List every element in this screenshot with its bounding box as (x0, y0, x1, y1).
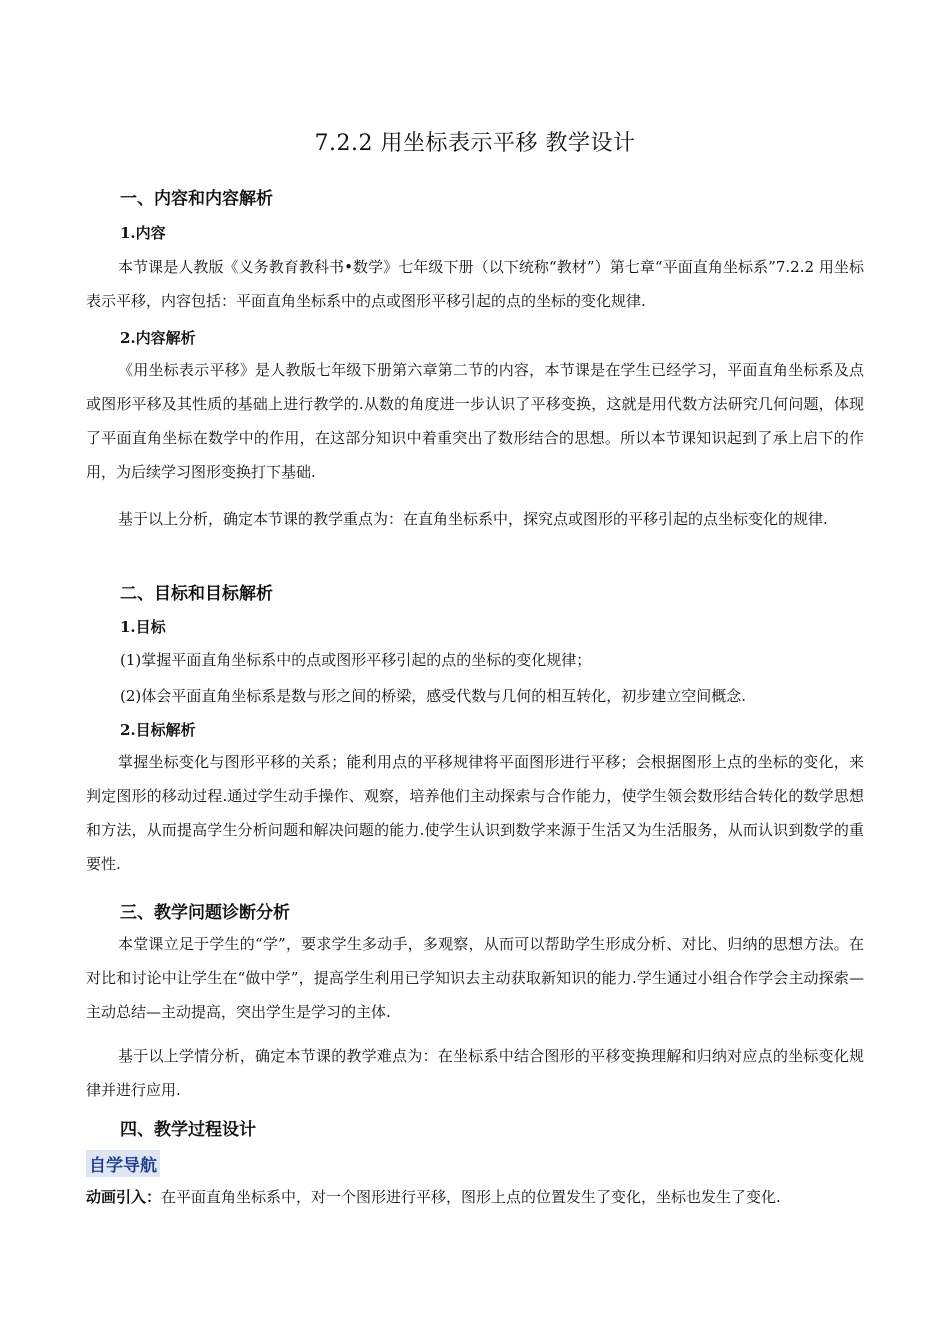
document-title: 7.2.2 用坐标表示平移 教学设计 (314, 131, 636, 156)
intro-label: 动画引入： (86, 1188, 162, 1206)
paragraph-content: 本节课是人教版《义务教育教科书•数学》七年级下册（以下统称“教材”）第七章“平面直角坐标系”7.2.2 用坐标表示平移，内容包括：平面直角坐标系中的点或图形平移引起的点的坐标的变化规律. (86, 258, 864, 310)
animation-intro (86, 1183, 876, 1211)
subheading-content: 1.内容 (120, 224, 166, 242)
paragraph-goal-analysis: 掌握坐标变化与图形平移的关系；能利用点的平移规律将平面图形进行平移；会根据图形上点的坐标的变化，来判定图形的移动过程.通过学生动手操作、观察，培养他们主动探索与合作能力，使学生领会数形结合转化的数学思想和方法，从而提高学生分析问题和解决问题的能力.使学生认识到数学来源于生活又为生活服务，从而认识到数学的重要性. (86, 753, 864, 873)
self-study-label: 自学导航 (86, 1150, 160, 1177)
section-heading-2: 二、目标和目标解析 (120, 584, 273, 604)
section-heading-3: 三、教学问题诊断分析 (120, 903, 290, 923)
section-heading-1: 一、内容和内容解析 (120, 189, 273, 209)
paragraph-diagnosis: 本堂课立足于学生的“学”，要求学生多动手，多观察，从而可以帮助学生形成分析、对比、归纳的思想方法。在对比和讨论中让学生在“做中学”，提高学生利用已学知识去主动获取新知识的能力.学生通过小组合作学会主动探索—主动总结—主动提高，突出学生是学习的主体. (86, 935, 864, 1021)
paragraph-key-point: 基于以上分析，确定本节课的教学重点为：在直角坐标系中，探究点或图形的平移引起的点坐标变化的规律. (118, 510, 828, 528)
subheading-content-analysis: 2.内容解析 (120, 329, 196, 347)
paragraph-content-analysis: 《用坐标表示平移》是人教版七年级下册第六章第二节的内容，本节课是在学生已经学习，平面直角坐标系及点或图形平移及其性质的基础上进行教学的.从数的角度进一步认识了平移变换，这就是用代数方法研究几何问题，体现了平面直角坐标在数学中的作用，在这部分知识中着重突出了数形结合的思想。所以本节课知识起到了承上启下的作用，为后续学习图形变换打下基础. (86, 361, 864, 481)
goal-item-2: (2)体会平面直角坐标系是数与形之间的桥梁，感受代数与几何的相互转化，初步建立空间概念. (120, 687, 747, 705)
section-heading-4: 四、教学过程设计 (120, 1120, 256, 1140)
intro-text: 在平面直角坐标系中，对一个图形进行平移，图形上点的位置发生了变化，坐标也发生了变化. (161, 1188, 781, 1206)
goal-item-1: (1)掌握平面直角坐标系中的点或图形平移引起的点的坐标的变化规律； (120, 651, 592, 669)
paragraph-difficulty: 基于以上学情分析，确定本节课的教学难点为：在坐标系中结合图形的平移变换理解和归纳对应点的坐标变化规律并进行应用. (86, 1047, 864, 1099)
subheading-goal-analysis: 2.目标解析 (120, 721, 196, 739)
subheading-goals: 1.目标 (120, 618, 166, 636)
